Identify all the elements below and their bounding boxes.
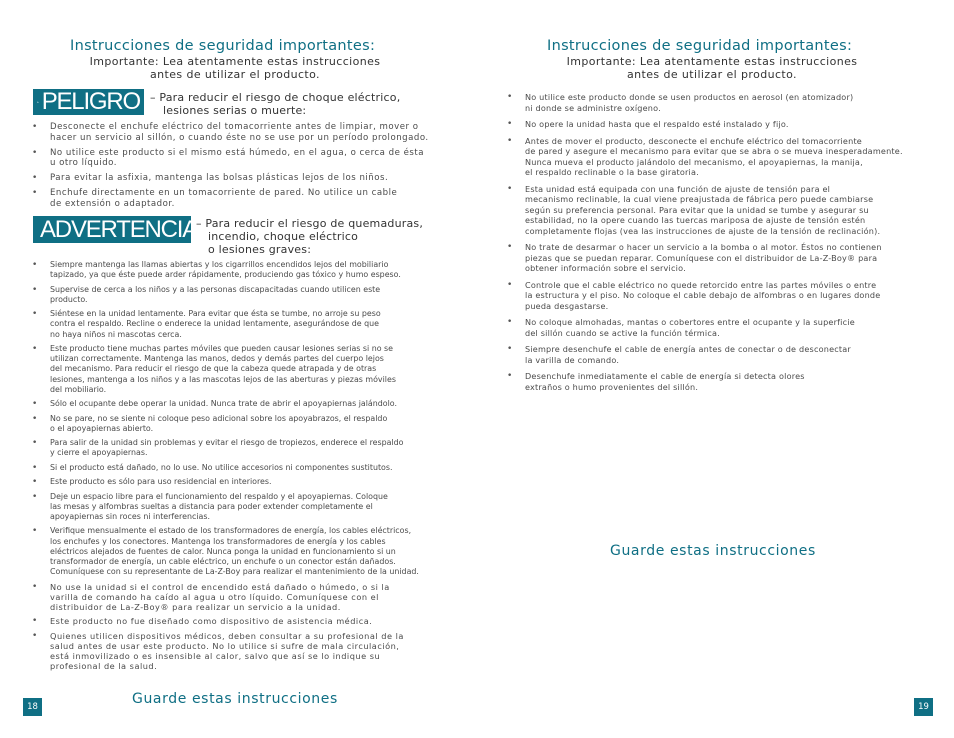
page-heading: Instrucciones de seguridad importantes: xyxy=(547,38,853,54)
list-item: • No utilice este producto si el mismo está húmedo, en el agua, o cerca de ésta u otro líquido. xyxy=(32,148,452,169)
peligro-label: PELIGRO xyxy=(41,88,140,115)
list-item: • No utilice este producto donde se usen productos en aerosol (en atomizador) ni donde se administre oxígeno. xyxy=(507,92,937,113)
list-item: • No coloque almohadas, mantas o cobertores entre el ocupante y la superficie del sillón cuando se active la función térmica. xyxy=(507,317,937,338)
list-item: • Este producto tiene muchas partes móviles que pueden causar lesiones serias si no se utilizan correctamente. Mantenga las manos, dedos y demás partes del cuerpo lejos del mecanismo. Para reducir el riesgo de que la cabeza quede atrapada y de otras lesiones, mantenga a los niños y a las mascotas lejos de las aberturas y piezas móviles del mobiliario. xyxy=(32,344,462,395)
save-instructions-footer: Guarde estas instrucciones xyxy=(610,543,816,559)
subheading-line: Importante: Lea atentamente estas instrucciones xyxy=(566,55,858,68)
subheading-line: antes de utilizar el producto. xyxy=(150,68,320,81)
advertencia-text-line: o lesiones graves: xyxy=(208,243,312,256)
list-item: • Este producto no fue diseñado como dispositivo de asistencia médica. xyxy=(32,616,462,626)
list-item: • Siéntese en la unidad lentamente. Para evitar que ésta se tumbe, no arroje su peso contra el respaldo. Recline o enderece la unidad lentamente, asegurándose de que no haya niños ni mascotas cerca. xyxy=(32,309,462,340)
page-number: 18 xyxy=(23,698,42,716)
advertencia-text-line: – Para reducir el riesgo de quemaduras, xyxy=(196,217,424,230)
advertencia-text xyxy=(196,217,423,256)
list-item: • No se pare, no se siente ni coloque peso adicional sobre los apoyabrazos, el respaldo o el apoyapiernas abierto. xyxy=(32,414,462,434)
advertencia-badge xyxy=(33,215,198,243)
page-subheading xyxy=(40,55,430,81)
list-item: • Siempre mantenga las llamas abiertas y los cigarrillos encendidos lejos del mobiliario tapizado, ya que éste puede arder rápidamente, produciendo gas tóxico y humo espeso. xyxy=(32,260,462,280)
page-number: 19 xyxy=(914,698,933,716)
list-item: • Controle que el cable eléctrico no quede retorcido entre las partes móviles o entre la estructura y el piso. No coloque el cable debajo de alfombras o en lugares donde pueda desgastarse. xyxy=(507,280,937,312)
peligro-text xyxy=(150,91,400,117)
list-item: • Enchufe directamente en un tomacorriente de pared. No utilice un cable de extensión o adaptador. xyxy=(32,188,452,209)
list-item: • Siempre desenchufe el cable de energía antes de conectar o de desconectar la varilla de comando. xyxy=(507,344,937,365)
list-item: • No trate de desarmar o hacer un servicio a la bomba o al motor. Éstos no contienen piezas que se puedan reparar. Comuníquese con el distribuidor de La-Z-Boy® para obtener información sobre el servicio. xyxy=(507,242,937,274)
peligro-text-line: – Para reducir el riesgo de choque eléctrico, xyxy=(150,91,401,104)
page-subheading xyxy=(517,55,907,81)
right-safety-list xyxy=(507,92,937,398)
warning-triangle-icon xyxy=(37,93,39,111)
subheading-line: Importante: Lea atentamente estas instrucciones xyxy=(89,55,381,68)
list-item: • Esta unidad está equipada con una función de ajuste de tensión para el mecanismo reclinable, la cual viene preajustada de fábrica pero puede cambiarse según su preferencia personal. Para evitar que la unidad se tumbe y asegurar su estabilidad, no la opere cuando las tuercas mariposa de ajuste de tensión estén completamente flojas (vea las instrucciones de ajuste de la tensión de reclinación). xyxy=(507,184,937,237)
list-item: • Antes de mover el producto, desconecte el enchufe eléctrico del tomacorriente de pared y asegure el mecanismo para evitar que se abra o se mueva inesperadamente. Nunca mueva el producto jalándolo del mecanismo, el apoyapiernas, la manija, el respaldo reclinable o la base giratoria. xyxy=(507,136,937,178)
advertencia-list xyxy=(32,260,462,676)
subheading-line: antes de utilizar el producto. xyxy=(627,68,797,81)
peligro-badge xyxy=(33,89,144,115)
list-item: • Verifique mensualmente el estado de los transformadores de energía, los cables eléctricos, los enchufes y los conectores. Mantenga los transformadores de energía y los cables eléctricos alejados de fuentes de calor. Nunca ponga la unidad en funcionamiento si un transformador de energía, un cable eléctrico, un enchufe o un conector están dañados. Comuníquese con su representante de La-Z-Boy para realizar el mantenimiento de la unidad. xyxy=(32,526,462,577)
list-item: • No opere la unidad hasta que el respaldo esté instalado y fijo. xyxy=(507,119,937,130)
list-item: • Sólo el ocupante debe operar la unidad. Nunca trate de abrir el apoyapiernas jalándolo. xyxy=(32,399,462,409)
list-item: • Desenchufe inmediatamente el cable de energía si detecta olores extraños o humo provenientes del sillón. xyxy=(507,371,937,392)
advertencia-label: ADVERTENCIA xyxy=(40,215,198,243)
list-item: • Deje un espacio libre para el funcionamiento del respaldo y el apoyapiernas. Coloque las mesas y alfombras sueltas a distancia para poder extender completamente el apoyapiernas sin roces ni interferencias. xyxy=(32,492,462,523)
list-item: • Supervise de cerca a los niños y a las personas discapacitadas cuando utilicen este producto. xyxy=(32,285,462,305)
list-item: • Este producto es sólo para uso residencial en interiores. xyxy=(32,477,462,487)
list-item: • Para salir de la unidad sin problemas y evitar el riesgo de tropiezos, enderece el respaldo y cierre el apoyapiernas. xyxy=(32,438,462,458)
list-item: • Para evitar la asfixia, mantenga las bolsas plásticas lejos de los niños. xyxy=(32,173,452,184)
peligro-text-line: lesiones serias o muerte: xyxy=(163,104,307,117)
list-item: • Quienes utilicen dispositivos médicos, deben consultar a su profesional de la salud antes de usar este producto. No lo utilice si sufre de mala circulación, está inmovilizado o es insensible al calor, salvo que así se lo indique su profesional de la salud. xyxy=(32,631,462,672)
save-instructions-footer: Guarde estas instrucciones xyxy=(132,691,338,707)
peligro-list xyxy=(32,122,452,214)
advertencia-text-line: incendio, choque eléctrico xyxy=(208,230,359,243)
page-heading: Instrucciones de seguridad importantes: xyxy=(70,38,376,54)
list-item: • No use la unidad si el control de encendido está dañado o húmedo, o si la varilla de comando ha caído al agua u otro líquido. Comuníquese con el distribuidor de La-Z-Boy® para realizar un servicio a la unidad. xyxy=(32,582,462,613)
list-item: • Si el producto está dañado, no lo use. No utilice accesorios ni componentes sustitutos. xyxy=(32,463,462,473)
list-item: • Desconecte el enchufe eléctrico del tomacorriente antes de limpiar, mover o hacer un servicio al sillón, o cuando éste no se use por un período prolongado. xyxy=(32,122,452,143)
